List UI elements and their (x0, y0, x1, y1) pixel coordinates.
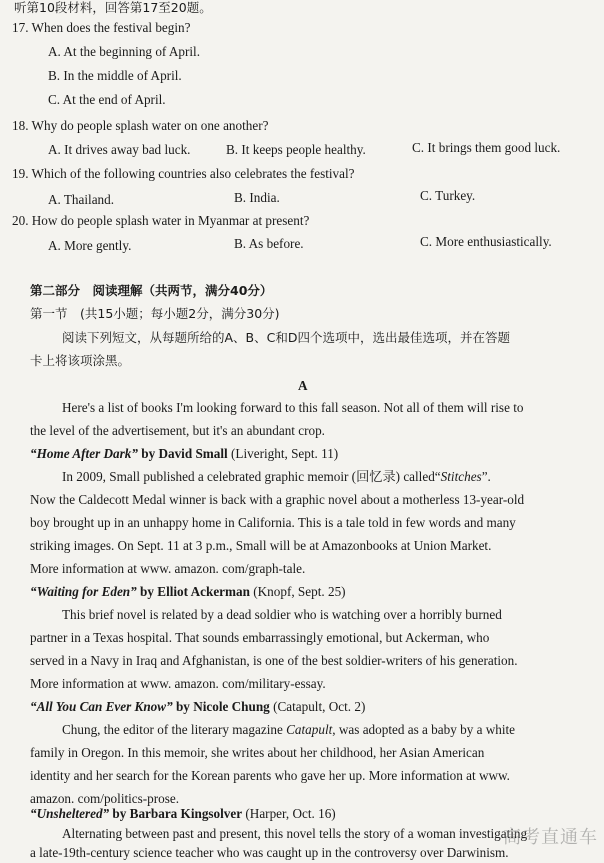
book-text-line: partner in a Texas hospital. That sounds embarrassingly emotional, but Ackerman, who (30, 630, 490, 645)
book-publisher: (Harper, Oct. 16) (242, 806, 336, 821)
option: B. In the middle of April. (48, 68, 182, 83)
book-title: “All You Can Ever Know” (30, 699, 173, 714)
option: B. India. (234, 190, 280, 205)
passage-intro-cont: the level of the advertisement, but it's an abundant crop. (30, 423, 325, 438)
book-heading (30, 806, 336, 822)
text-segment: In 2009, Small published a celebrated graphic memoir (回忆录) called“ (62, 469, 441, 484)
text-segment: , was adopted as a baby by a white (332, 722, 516, 737)
question-text: Why do people splash water on one another? (31, 118, 269, 133)
question-text: When does the festival begin? (31, 20, 191, 35)
option: C. It brings them good luck. (412, 140, 561, 155)
question-number: 19. (12, 166, 29, 181)
book-title: “Unsheltered” (30, 806, 110, 821)
question-number: 18. (12, 118, 29, 133)
book-heading (30, 699, 365, 715)
section-intro: 听第10段材料，回答第17至20题。 (14, 0, 212, 15)
instructions: 阅读下列短文，从每题所给的A、B、C和D四个选项中，选出最佳选项，并在答题 (62, 330, 510, 345)
question-text: How do people splash water in Myanmar at present? (31, 213, 310, 228)
option: A. More gently. (48, 238, 132, 253)
book-text-line: identity and her search for the Korean parents who gave her up. More information at www. (30, 768, 510, 783)
book-heading (30, 446, 338, 462)
text-segment: ”. (481, 469, 491, 484)
option: A. It drives away bad luck. (48, 142, 191, 157)
passage-label: A (298, 378, 308, 393)
text-italic: Stitches (440, 469, 482, 484)
book-publisher: (Liveright, Sept. 11) (227, 446, 339, 461)
book-text-line (62, 722, 515, 738)
book-text-line: Now the Caldecott Medal winner is back with a graphic novel about a motherless 13-year-old (30, 492, 525, 507)
book-author: by David Small (137, 446, 228, 461)
book-text-line: boy brought up in an unhappy home in California. This is a tale told in few words and many (30, 515, 516, 530)
option: C. More enthusiastically. (420, 234, 552, 249)
book-text-line: served in a Navy in Iraq and Afghanistan, is one of the best soldier-writers of his generation. (30, 653, 518, 668)
book-author: by Nicole Chung (172, 699, 270, 714)
book-author: by Barbara Kingsolver (109, 806, 243, 821)
part-heading: 第二部分 阅读理解（共两节，满分40分） (30, 283, 273, 298)
question-text: Which of the following countries also celebrates the festival? (31, 166, 355, 181)
book-text-line (62, 469, 491, 485)
question-number: 17. (12, 20, 29, 35)
option: A. At the beginning of April. (48, 44, 201, 59)
book-text-line: family in Oregon. In this memoir, she writes about her childhood, her Asian American (30, 745, 485, 760)
text-italic: Catapult (286, 722, 333, 737)
question-number: 20. (12, 213, 29, 228)
book-author: by Elliot Ackerman (136, 584, 250, 599)
instructions-cont: 卡上将该项涂黑。 (30, 353, 131, 368)
book-publisher: (Catapult, Oct. 2) (269, 699, 366, 714)
question-17 (12, 20, 190, 36)
option: B. It keeps people healthy. (226, 142, 366, 157)
book-title: “Waiting for Eden” (30, 584, 137, 599)
book-text-line: amazon. com/politics-prose. (30, 791, 180, 806)
option: C. Turkey. (420, 188, 476, 203)
option: B. As before. (234, 236, 304, 251)
book-title: “Home After Dark” (30, 446, 138, 461)
text-segment: Chung, the editor of the literary magazine (62, 722, 287, 737)
book-text-line: More information at www. amazon. com/graph-tale. (30, 561, 306, 576)
book-text-line: a late-19th-century science teacher who was caught up in the controversy over Darwinism. (30, 845, 509, 860)
question-19 (12, 166, 355, 182)
book-text-line: striking images. On Sept. 11 at 3 p.m., Small will be at Amazonbooks at Union Market. (30, 538, 492, 553)
option: A. Thailand. (48, 192, 115, 207)
question-20 (12, 213, 309, 229)
book-text-line: This brief novel is related by a dead soldier who is watching over a horribly burned (62, 607, 502, 622)
book-heading (30, 584, 346, 600)
book-text-line: More information at www. amazon. com/military-essay. (30, 676, 326, 691)
section-subheading: 第一节 (共15小题；每小题2分，满分30分) (30, 306, 280, 321)
watermark-logo: 高考直通车 (503, 827, 598, 848)
question-18 (12, 118, 268, 134)
book-text-line: Alternating between past and present, this novel tells the story of a woman investigating (62, 826, 528, 841)
passage-intro: Here's a list of books I'm looking forward to this fall season. Not all of them will rise to (62, 400, 524, 415)
option: C. At the end of April. (48, 92, 166, 107)
book-publisher: (Knopf, Sept. 25) (249, 584, 346, 599)
